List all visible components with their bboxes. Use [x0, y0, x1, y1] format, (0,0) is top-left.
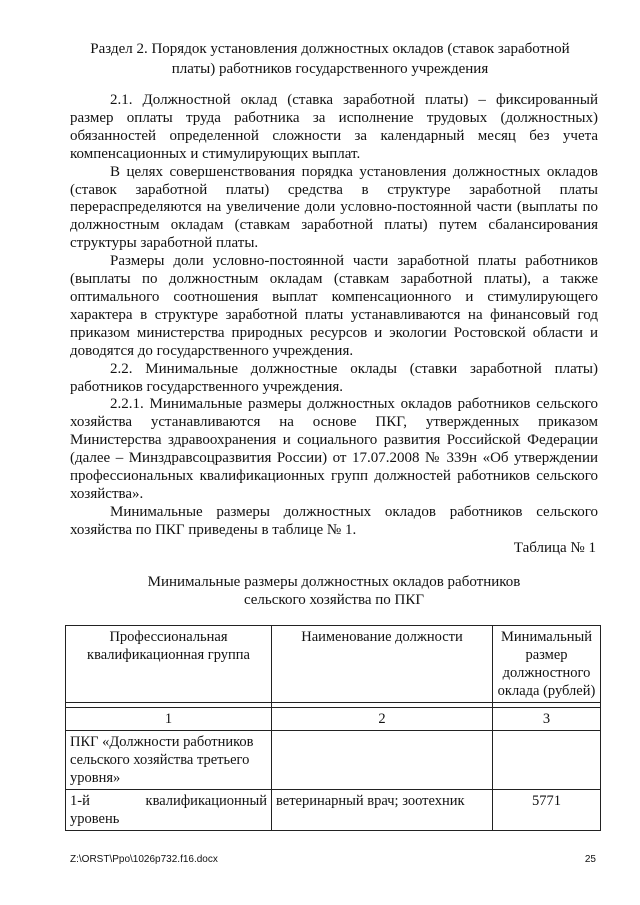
- row-salary: [493, 731, 601, 790]
- column-number: 1: [66, 708, 272, 731]
- row-position: ветеринарный врач; зоотехник: [272, 790, 493, 831]
- paragraph-table-reference: Минимальные размеры должностных окладов работников сельского хозяйства по ПКГ приведены в таблице № 1.: [70, 503, 598, 538]
- section-heading-line-2: платы) работников государственного учреждения: [171, 61, 489, 77]
- column-number: 2: [272, 708, 493, 731]
- row-group: 1-й квалификационный уровень: [66, 790, 272, 831]
- footer-file-path: Z:\ORST\Ppo\1026p732.f16.docx: [70, 854, 218, 865]
- paragraph-share-size: Размеры доли условно-постоянной части заработной платы работников (выплаты по должностным окладам (ставкам заработной платы), а также оптимального соотношения выплат компенсационного и стимулирующего характера в структуре заработной платы устанавливаются на финансовый год приказом министерства природных ресурсов и экологии Ростовской области и доводятся до государственного учреждения.: [70, 253, 598, 359]
- section-heading: [70, 39, 590, 79]
- table-row: [66, 790, 601, 831]
- table-number-label: Таблица № 1: [513, 540, 596, 556]
- table-caption: [70, 573, 598, 609]
- table-header-row: [66, 626, 601, 703]
- header-minimum-salary: Минимальный размер должностного оклада (рублей): [493, 626, 601, 703]
- salary-table: [65, 625, 601, 831]
- table-caption-line-2: сельского хозяйства по ПКГ: [243, 592, 425, 608]
- paragraph-2-2-1: 2.2.1. Минимальные размеры должностных окладов работников сельского хозяйства устанавливаются на основе ПКГ, утвержденных приказом Министерства здравоохранения и социального развития Российской Федерации (далее – Минздравсоцразвития России) от 17.07.2008 № 339н «Об утверждении профессиональных квалификационных групп должностей работников сельского хозяйства».: [70, 396, 598, 502]
- paragraph-2-2: 2.2. Минимальные должностные оклады (ставки заработной платы) работников государственного учреждения.: [70, 360, 598, 395]
- paragraph-salary-structure: В целях совершенствования порядка установления должностных окладов (ставок заработной платы) средства в структуре заработной платы перераспределяются на увеличение доли условно-постоянной части (выплаты по должностным окладам (ставкам заработной платы) путем сбалансирования структуры заработной платы.: [70, 163, 598, 252]
- footer-page-number: 25: [584, 854, 596, 865]
- paragraph-2-1: 2.1. Должностной оклад (ставка заработной платы) – фиксированный размер оплаты труда работника за исполнение трудовых (должностных) обязанностей определенной сложности за календарный месяц без учета компенсационных и стимулирующих выплат.: [70, 92, 598, 162]
- table-row: [66, 731, 601, 790]
- body-text: [70, 92, 598, 540]
- row-salary: 5771: [493, 790, 601, 831]
- header-position-name: Наименование должности: [272, 626, 493, 703]
- header-qualification-group: Профессиональная квалификационная группа: [66, 626, 272, 703]
- row-group: ПКГ «Должности работников сельского хозяйства третьего уровня»: [66, 731, 272, 790]
- row-position: [272, 731, 493, 790]
- table-column-numbers-row: [66, 708, 601, 731]
- column-number: 3: [493, 708, 601, 731]
- section-heading-line-1: Раздел 2. Порядок установления должностных окладов (ставок заработной: [90, 41, 570, 57]
- table-caption-line-1: Минимальные размеры должностных окладов работников: [147, 574, 521, 590]
